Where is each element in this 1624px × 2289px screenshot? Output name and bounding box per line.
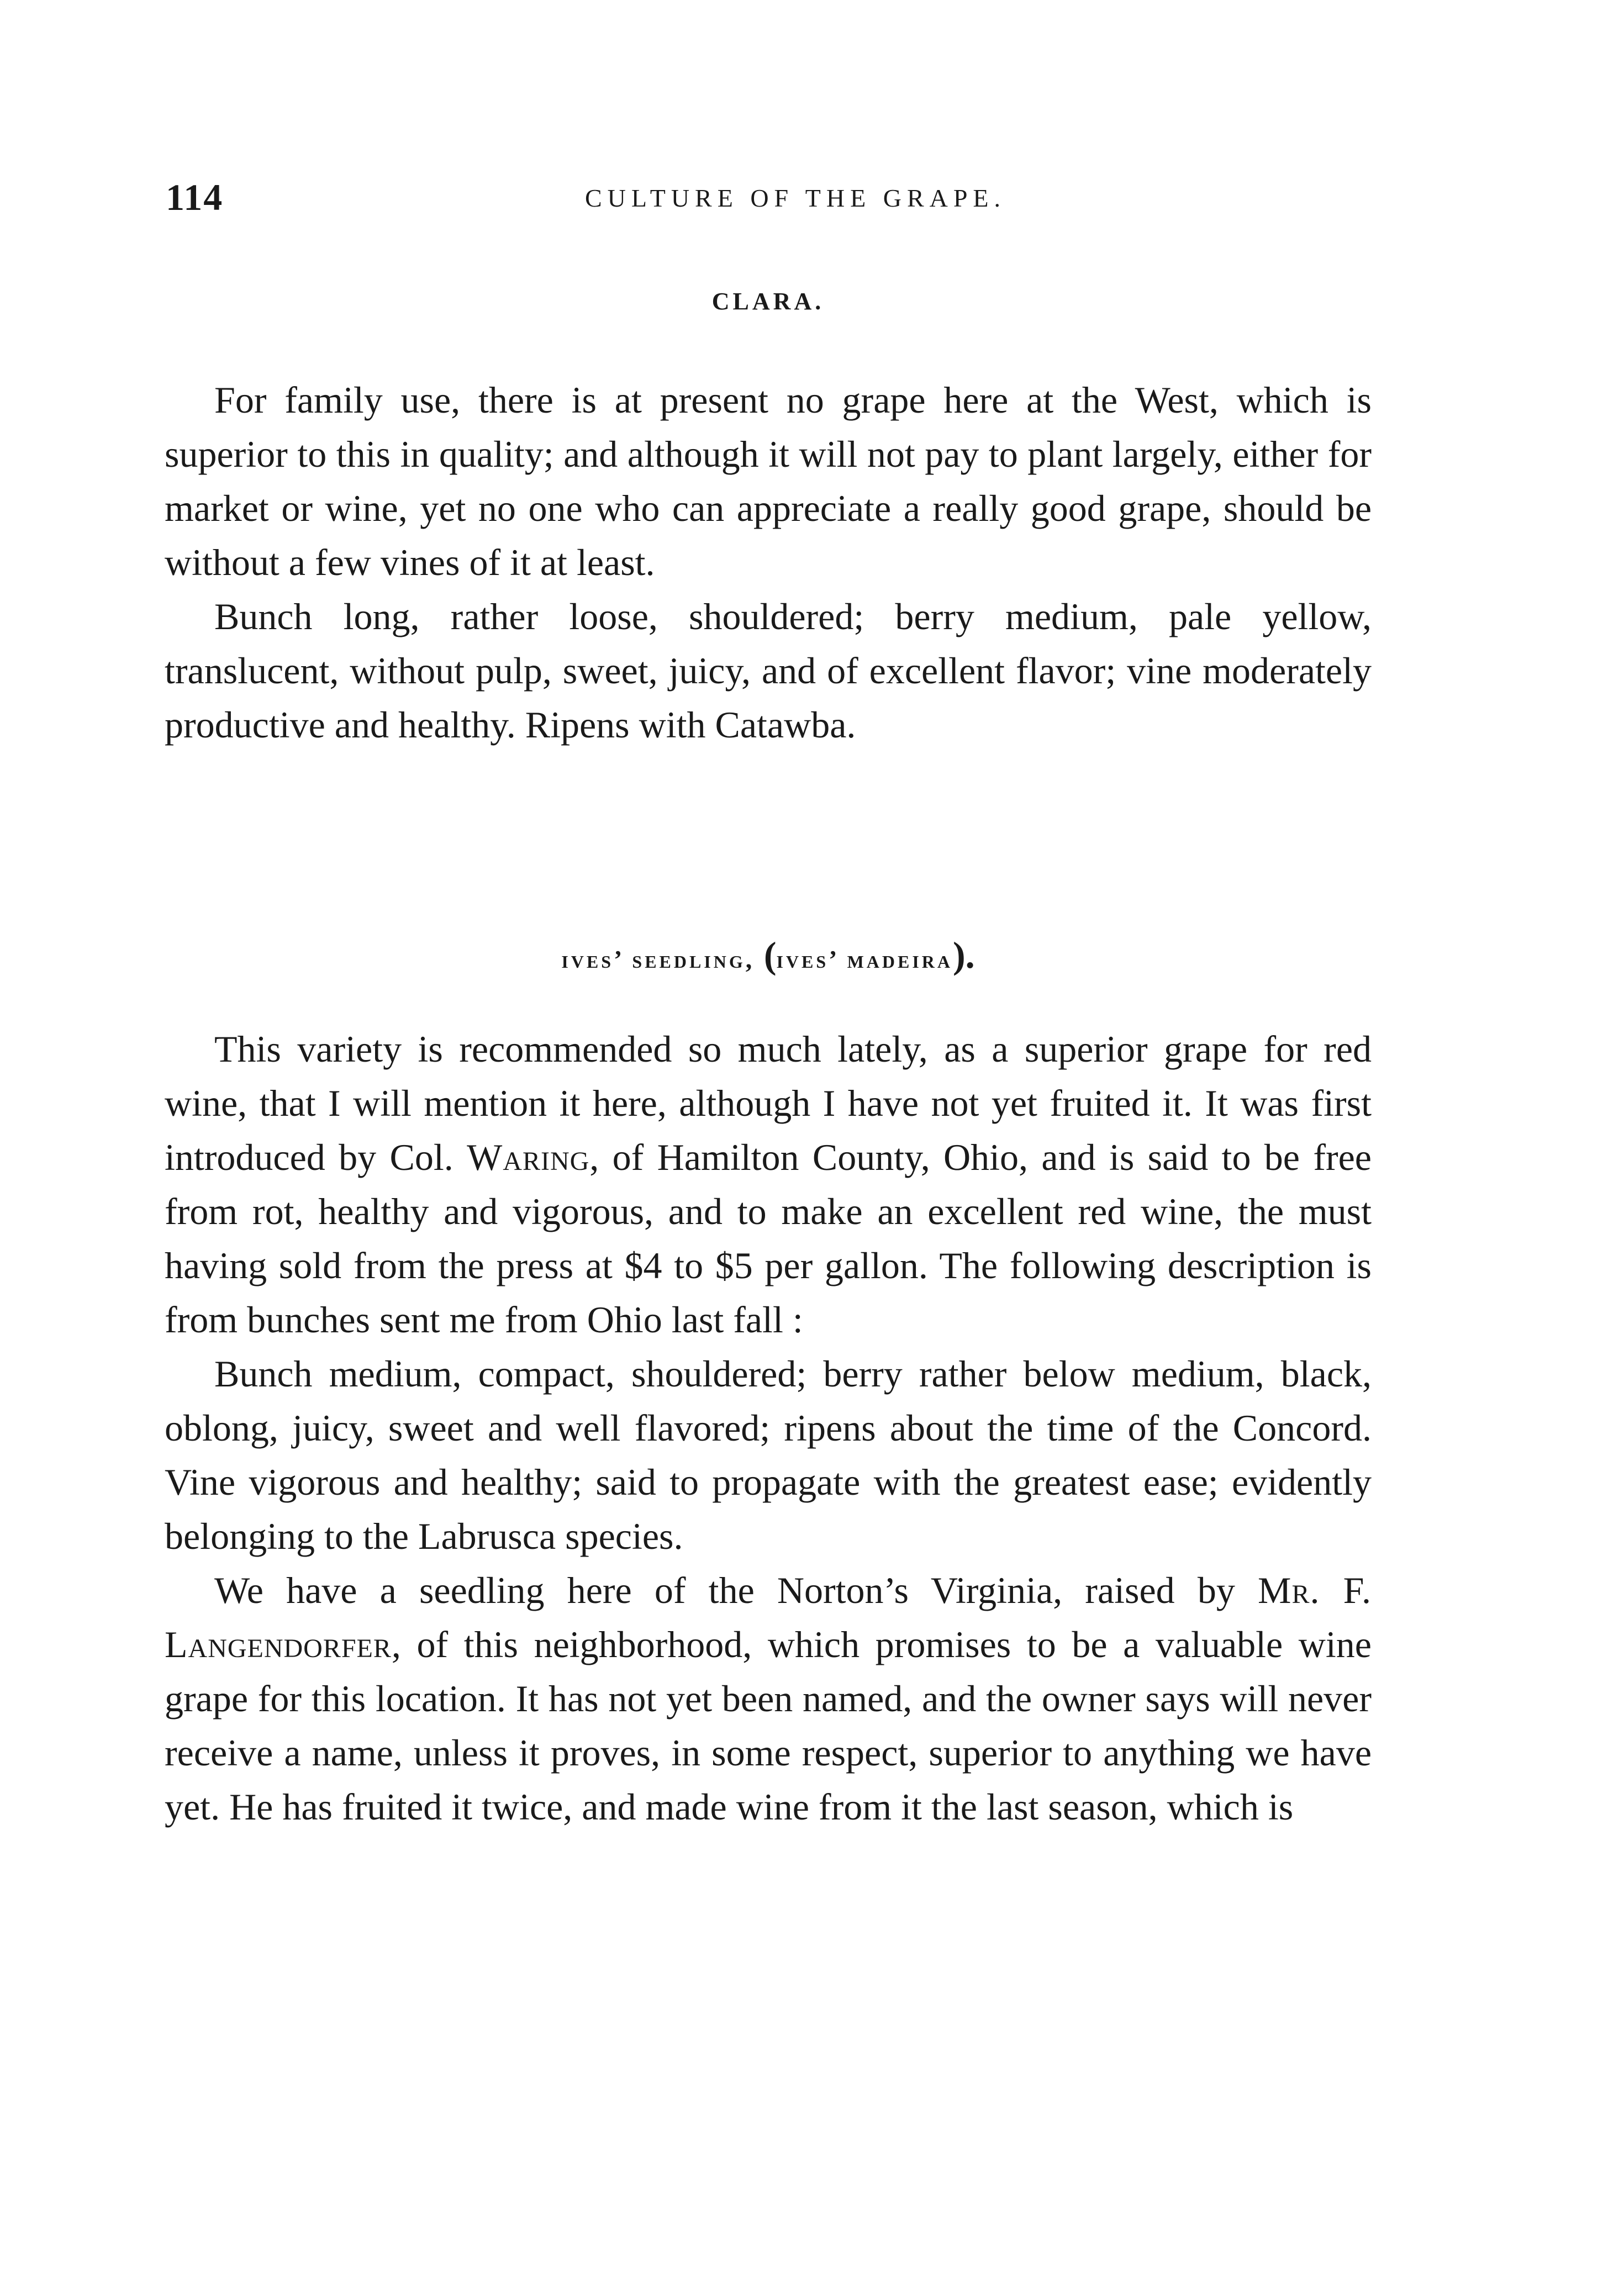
text-run: We have a seedling here of the Norton’s Virginia, raised by (214, 1569, 1258, 1611)
clara-section-body (165, 373, 1372, 752)
paragraph: For family use, there is at present no grape here at the West, which is superior to this in quality; and although it will not pay to plant largely, either for market or wine, yet no one who can appreciate a really good grape, should be without a few vines of it at least. (165, 379, 1372, 583)
text-run: , of this neighborhood, which promises to be a valuable wine grape for this location. It has not yet been named, and the owner says will never receive a name, unless it proves, in some respect, superior to anything we have yet. He has fruited it twice, and made wine from it the last season, which is (165, 1623, 1372, 1828)
page-number: 114 (166, 176, 224, 218)
heading-inner: ives’ madeira (776, 945, 953, 973)
ives-section-body (165, 1022, 1372, 1834)
text-run: , of Hamilton County, Ohio, and is said to be free from rot, healthy and vigorous, and to make an excellent red wine, the must having sold from the press at $4 to $5 per gallon. The following description is from bunches sent me from Ohio last fall : (165, 1136, 1372, 1341)
heading-main: ives’ seedling, (561, 945, 764, 973)
section-heading-clara: CLARA. (711, 288, 825, 315)
paragraph (165, 1563, 1372, 1834)
text-run: This variety is recommended so much lately, as a superior grape for red wine, that I will mention it here, although I have not yet fruited it. It was first introduced by Col. (165, 1028, 1372, 1178)
paragraph: Bunch long, rather loose, shouldered; berry medium, pale yellow, translucent, without pulp, sweet, juicy, and of excellent flavor; vine moderately productive and healthy. Ripens with Catawba. (165, 595, 1372, 746)
paragraph (165, 1022, 1372, 1347)
section-heading-ives-seedling (165, 933, 1372, 977)
heading-close-paren: ). (953, 934, 975, 976)
running-head (166, 176, 1381, 231)
person-name: Waring (467, 1136, 590, 1178)
running-title: CULTURE OF THE GRAPE. (584, 184, 1006, 212)
person-name: Mr. F. Langendorfer (165, 1569, 1372, 1665)
heading-open-paren: ( (763, 934, 777, 976)
paragraph: Bunch medium, compact, shouldered; berry rather below medium, black, oblong, juicy, sweet and well flavored; ripens about the time of the Concord. Vine vigorous and healthy; said to propagate with the greatest ease; evidently belonging to the Labrusca species. (165, 1353, 1372, 1557)
